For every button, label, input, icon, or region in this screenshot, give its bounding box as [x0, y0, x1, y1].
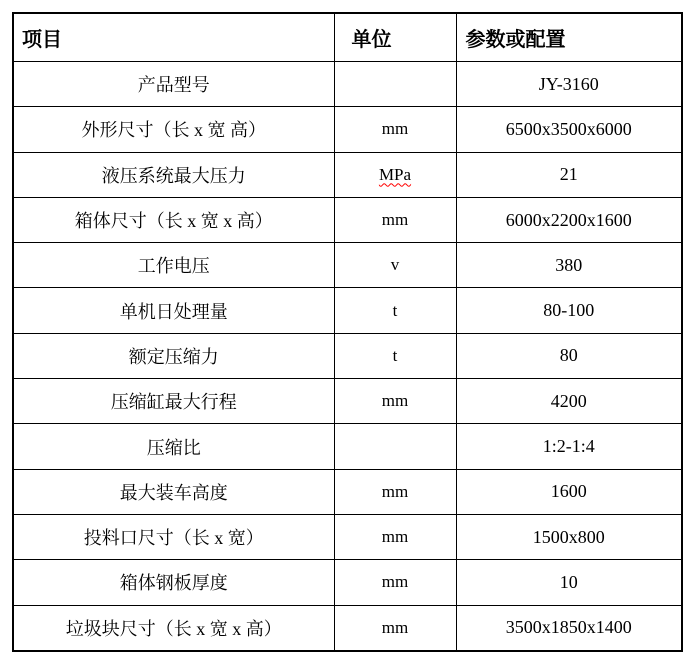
row-value: JY-3160 — [456, 62, 682, 107]
row-value: 3500x1850x1400 — [456, 605, 682, 651]
row-item-label: 压缩缸最大行程 — [13, 379, 334, 424]
row-value: 6500x3500x6000 — [456, 107, 682, 152]
row-unit: mm — [334, 197, 456, 242]
spec-row — [13, 514, 682, 559]
row-unit: t — [334, 288, 456, 333]
row-value: 80-100 — [456, 288, 682, 333]
spec-table-header-row — [13, 13, 682, 62]
row-unit: mm — [334, 605, 456, 651]
row-item-label: 箱体钢板厚度 — [13, 560, 334, 605]
spec-row — [13, 469, 682, 514]
row-unit: mm — [334, 379, 456, 424]
row-value: 4200 — [456, 379, 682, 424]
row-item-label: 单机日处理量 — [13, 288, 334, 333]
row-item-label: 液压系统最大压力 — [13, 152, 334, 197]
row-unit: t — [334, 333, 456, 378]
header-item: 项目 — [13, 13, 334, 62]
row-value: 21 — [456, 152, 682, 197]
spec-row — [13, 197, 682, 242]
row-unit — [334, 62, 456, 107]
row-item-label: 额定压缩力 — [13, 333, 334, 378]
row-unit: mm — [334, 560, 456, 605]
row-item-label: 垃圾块尺寸（长 x 宽 x 高） — [13, 605, 334, 651]
row-item-label: 投料口尺寸（长 x 宽） — [13, 514, 334, 559]
spec-row — [13, 243, 682, 288]
row-unit: mm — [334, 514, 456, 559]
row-item-label: 工作电压 — [13, 243, 334, 288]
row-value: 1:2-1:4 — [456, 424, 682, 469]
spellcheck-wavy-underline: MPa — [378, 164, 412, 184]
header-unit: 单位 — [334, 13, 456, 62]
row-unit: mm — [334, 107, 456, 152]
row-value: 10 — [456, 560, 682, 605]
row-item-label: 最大装车高度 — [13, 469, 334, 514]
spec-row — [13, 107, 682, 152]
spec-row — [13, 152, 682, 197]
spec-table — [12, 12, 683, 652]
row-item-label: 产品型号 — [13, 62, 334, 107]
spec-row — [13, 288, 682, 333]
row-item-label: 外形尺寸（长 x 宽 高） — [13, 107, 334, 152]
row-value: 6000x2200x1600 — [456, 197, 682, 242]
row-item-label: 压缩比 — [13, 424, 334, 469]
row-unit — [334, 424, 456, 469]
row-value: 1500x800 — [456, 514, 682, 559]
spec-row — [13, 560, 682, 605]
header-value: 参数或配置 — [456, 13, 682, 62]
spec-row — [13, 605, 682, 651]
spec-row — [13, 424, 682, 469]
row-unit: v — [334, 243, 456, 288]
spec-row — [13, 379, 682, 424]
row-item-label: 箱体尺寸（长 x 宽 x 高） — [13, 197, 334, 242]
spec-row — [13, 62, 682, 107]
row-unit — [334, 152, 456, 197]
spec-row — [13, 333, 682, 378]
spec-table-body — [13, 62, 682, 651]
row-value: 80 — [456, 333, 682, 378]
row-value: 380 — [456, 243, 682, 288]
row-value: 1600 — [456, 469, 682, 514]
row-unit: mm — [334, 469, 456, 514]
